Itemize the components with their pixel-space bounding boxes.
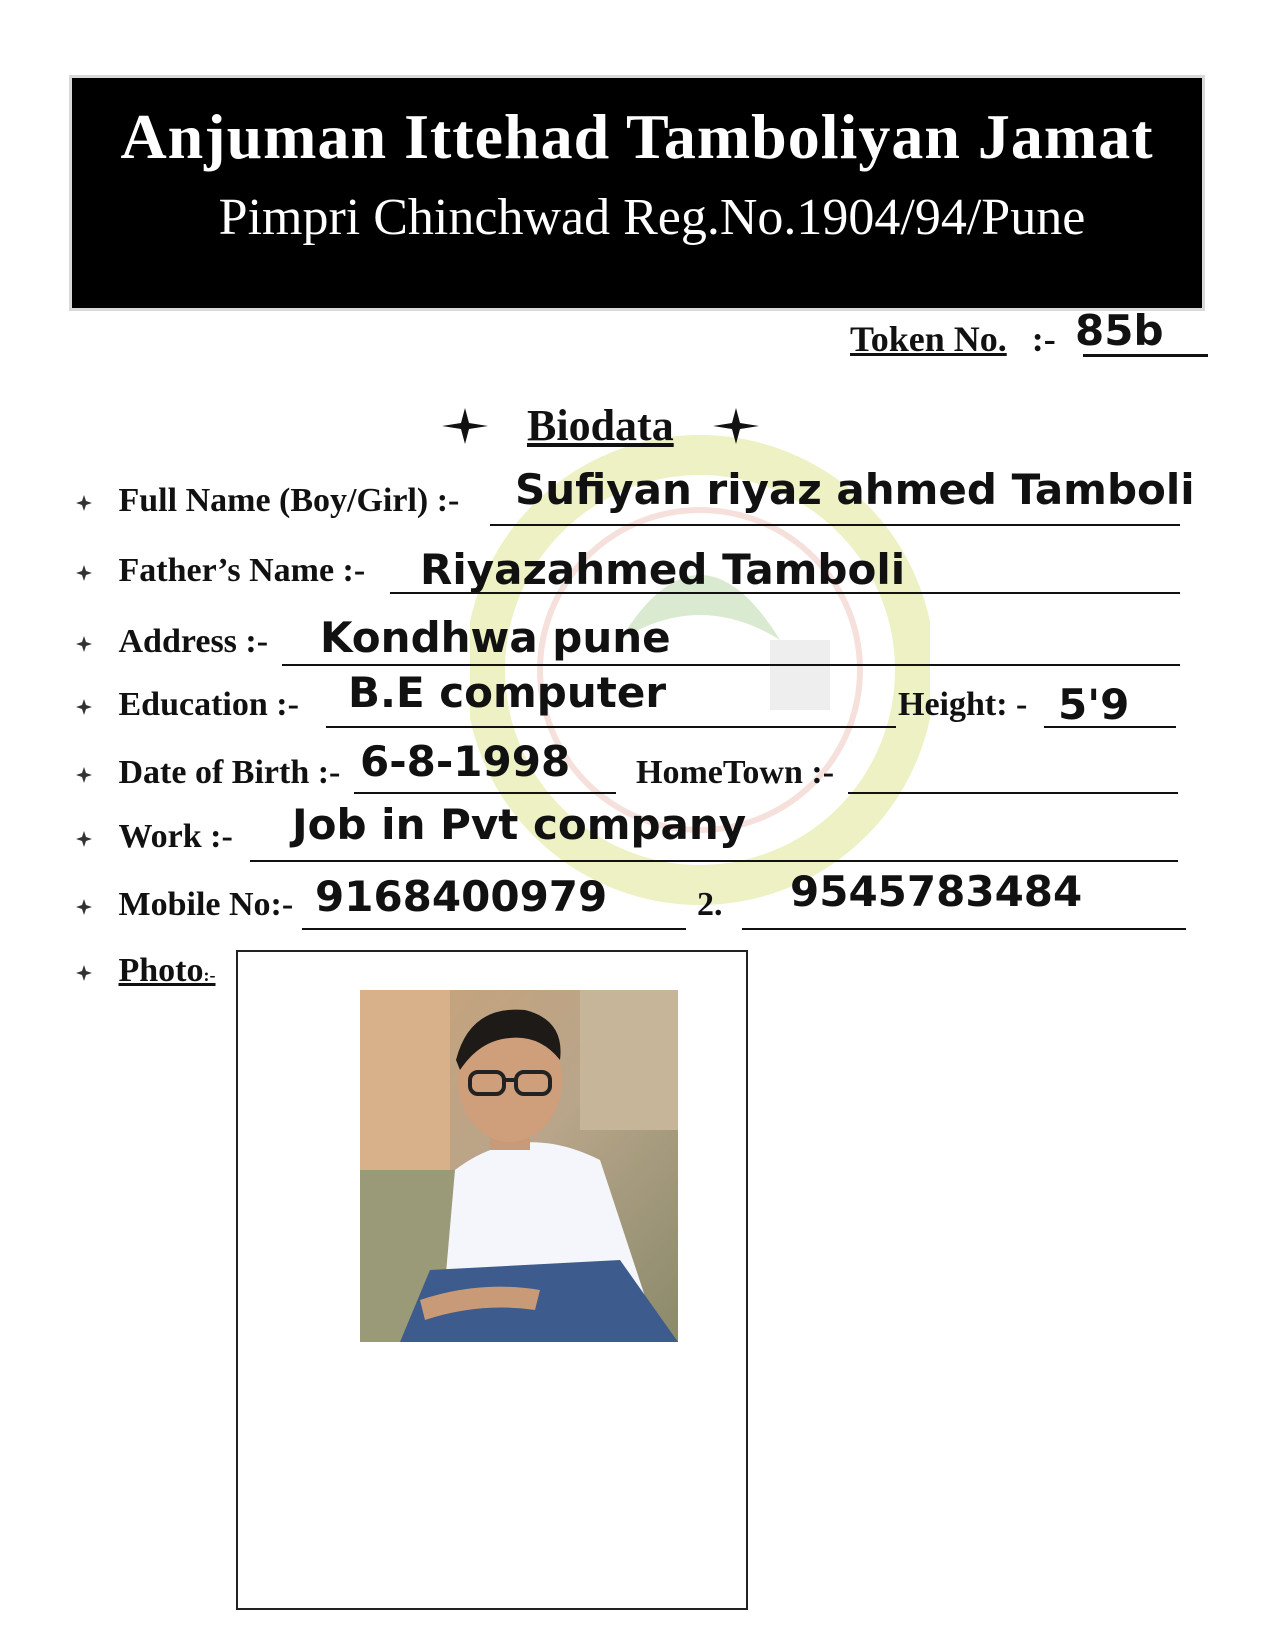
full-name-label: Full Name (Boy/Girl) :-: [118, 482, 460, 519]
row-mobile: [76, 886, 293, 924]
row-dob: [76, 754, 340, 792]
biodata-title: Biodata: [527, 401, 674, 450]
mobile-label: Mobile No:-: [118, 886, 294, 923]
diamond-bullet-icon: [76, 767, 92, 783]
address-value: Kondhwa pune: [320, 613, 671, 662]
applicant-photo: [360, 990, 678, 1342]
token-value: 85b: [1075, 306, 1164, 355]
token-separator: :-: [1031, 319, 1056, 359]
education-value: B.E computer: [348, 668, 667, 717]
diamond-bullet-icon: [76, 565, 92, 581]
row-address: [76, 623, 268, 661]
star-right-icon: [711, 406, 761, 446]
mobile-value-1: 9168400979: [315, 872, 608, 921]
organization-subtitle: Pimpri Chinchwad Reg.No.1904/94/Pune: [218, 189, 1086, 246]
diamond-bullet-icon: [76, 965, 92, 981]
height-value: 5'9: [1058, 680, 1130, 729]
father-name-label: Father’s Name :-: [118, 552, 366, 589]
photo-label-text: Photo: [118, 952, 204, 989]
diamond-bullet-icon: [76, 495, 92, 511]
biodata-title-row: [440, 400, 761, 451]
dob-value: 6-8-1998: [360, 737, 571, 786]
row-education: [76, 686, 299, 724]
address-blank[interactable]: [282, 664, 1180, 666]
dob-blank[interactable]: [354, 792, 616, 794]
mobile-blank-2[interactable]: [742, 928, 1186, 930]
mobile-value-2: 9545783484: [790, 867, 1083, 916]
dob-label: Date of Birth :-: [118, 754, 341, 791]
row-father-name: [76, 552, 365, 590]
full-name-blank[interactable]: [490, 524, 1180, 526]
person-photo-icon: [360, 990, 678, 1342]
work-label: Work :-: [118, 818, 233, 855]
education-label: Education :-: [118, 686, 299, 723]
header-banner: [72, 78, 1202, 308]
mobile-blank-1[interactable]: [302, 928, 686, 930]
row-photo: [76, 952, 216, 990]
hometown-label: HomeTown :-: [636, 754, 835, 791]
row-work: [76, 818, 233, 856]
education-blank[interactable]: [326, 726, 896, 728]
photo-label: [119, 952, 216, 990]
work-value: Job in Pvt company: [292, 800, 747, 849]
star-left-icon: [440, 406, 490, 446]
token-label: Token No.: [850, 319, 1007, 359]
full-name-value: Sufiyan riyaz ahmed Tamboli: [515, 465, 1195, 514]
photo-label-suffix: :-: [203, 965, 216, 985]
diamond-bullet-icon: [76, 699, 92, 715]
mobile-second-label: 2.: [697, 886, 723, 923]
token-field: [850, 306, 1208, 360]
organization-title: Anjuman Ittehad Tamboliyan Jamat: [120, 101, 1154, 172]
height-label: Height: -: [898, 686, 1028, 723]
row-full-name: [76, 482, 459, 520]
father-name-value: Riyazahmed Tamboli: [420, 545, 906, 594]
diamond-bullet-icon: [76, 899, 92, 915]
hometown-blank[interactable]: [848, 792, 1178, 794]
diamond-bullet-icon: [76, 636, 92, 652]
address-label: Address :-: [118, 623, 269, 660]
work-blank[interactable]: [250, 860, 1178, 862]
diamond-bullet-icon: [76, 831, 92, 847]
